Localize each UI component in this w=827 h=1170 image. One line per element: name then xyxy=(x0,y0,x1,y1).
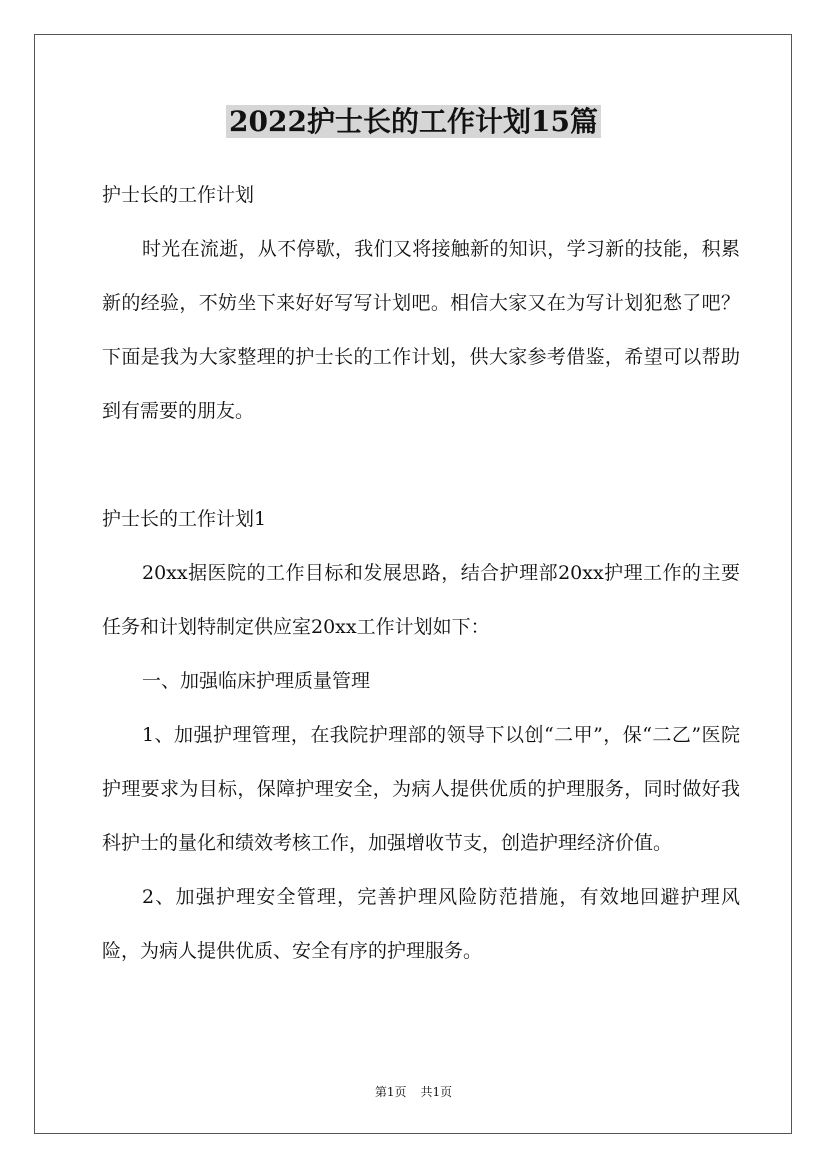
page-footer xyxy=(0,1082,827,1102)
document-title: 2022护士长的工作计划15篇 xyxy=(226,105,601,138)
intro-heading: 护士长的工作计划 xyxy=(102,184,255,206)
list-item-2: 2、加强护理安全管理，完善护理风险防范措施，有效地回避护理风险，为病人提供优质、安全有序的护理服务。 xyxy=(102,886,740,962)
section-intro-paragraph: 20xx据医院的工作目标和发展思路，结合护理部20xx护理工作的主要任务和计划特制定供应室20xx工作计划如下： xyxy=(102,562,740,638)
intro-paragraph: 时光在流逝，从不停歇，我们又将接触新的知识，学习新的技能，积累新的经验，不妨坐下来好好写写计划吧。相信大家又在为写计划犯愁了吧？下面是我为大家整理的护士长的工作计划，供大家参考借鉴，希望可以帮助到有需要的朋友。 xyxy=(102,238,740,422)
page-number: 第1页 xyxy=(374,1085,407,1099)
subheading-quality-management: 一、加强临床护理质量管理 xyxy=(142,670,371,692)
document-title-container xyxy=(0,102,827,142)
page-total: 共1页 xyxy=(420,1085,453,1099)
list-item-1: 1、加强护理管理，在我院护理部的领导下以创“二甲”，保“二乙”医院护理要求为目标，保障护理安全，为病人提供优质的护理服务，同时做好我科护士的量化和绩效考核工作，加强增收节支，创造护理经济价值。 xyxy=(102,724,740,854)
section-heading: 护士长的工作计划1 xyxy=(102,508,267,530)
document-body xyxy=(102,168,740,978)
